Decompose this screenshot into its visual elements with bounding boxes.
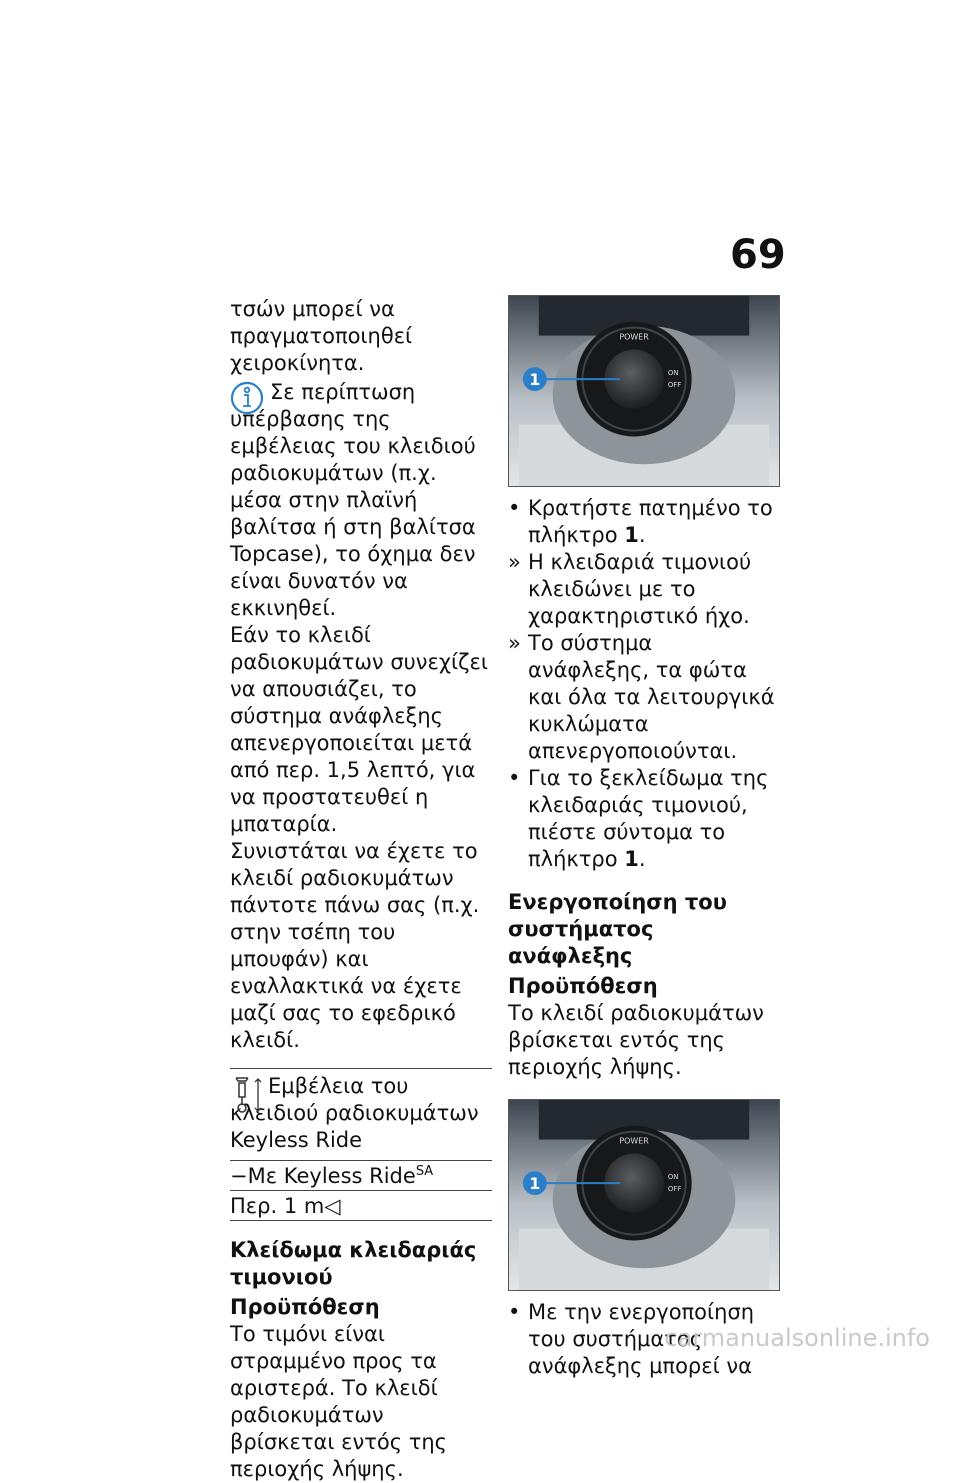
- step-press-button: • Κρατήστε πατημένο το πλήκτρο 1.: [508, 496, 773, 547]
- ignition-on-heading: Ενεργοποίηση του συστήματος ανάφλεξης: [508, 890, 727, 968]
- range-spec-table: [230, 1068, 492, 1221]
- power-button-photo-1: [508, 295, 780, 487]
- info-icon: [230, 381, 264, 415]
- steering-lock-precondition-text: Το τιμόνι είναι στραμμένο προς τα αριστερά. Το κλειδί ραδιοκυμάτων βρίσκεται εντός της περιοχής λήψης.: [230, 1322, 447, 1481]
- power-label-1: POWER: [619, 332, 649, 342]
- range-spec-value-row: [230, 1191, 492, 1221]
- off-label-1: OFF: [667, 381, 682, 390]
- step-result-off: » Το σύστημα ανάφλεξης, τα φώτα και όλα τα λειτουργικά κυκλώματα απενεργοποιούνται.: [508, 631, 775, 763]
- off-label-2: OFF: [667, 1185, 682, 1194]
- right-column: [508, 295, 780, 1380]
- battery-protection-text: Εάν το κλειδί ραδιοκυμάτων συνεχίζει να απουσιάζει, το σύστημα ανάφλεξης απενεργοποιείται μετά από περ. 1,5 λεπτό, για να προστατευθεί η μπαταρία.: [230, 623, 488, 836]
- info-note: [230, 379, 492, 622]
- intro-text: τσών μπορεί να πραγματοποιηθεί χειροκίνητα.: [230, 297, 413, 375]
- power-button-photo-2: [508, 1099, 780, 1291]
- info-note-text: Σε περίπτωση υπέρβασης της εμβέλειας του κλειδιού ραδιοκυμάτων (π.χ. μέσα στην πλαϊνή βαλίτσα ή στη βαλίτσα Topcase), το όχημα δεν είναι δυνατόν να εκκινηθεί.: [230, 380, 476, 620]
- range-spec-value: Περ. 1 m◁: [230, 1194, 341, 1218]
- callout-1-photo-1: 1: [529, 370, 541, 390]
- ignition-precondition-text: Το κλειδί ραδιοκυμάτων βρίσκεται εντός της περιοχής λήψης.: [508, 1001, 764, 1079]
- step-ignition-on: • Με την ενεργοποίηση του συστήματος ανάφλεξης μπορεί να: [508, 1300, 755, 1378]
- page-number: 69: [730, 232, 786, 278]
- radio-key-icon: [234, 1075, 264, 1115]
- on-label-2: ON: [667, 1173, 679, 1182]
- range-spec-condition-row: [230, 1161, 492, 1191]
- left-column: [230, 296, 492, 1483]
- steering-lock-heading: Κλείδωμα κλειδαριάς τιμονιού: [230, 1238, 477, 1289]
- steering-lock-precondition-heading: Προϋπόθεση: [230, 1295, 380, 1319]
- steering-lock-steps: [508, 495, 780, 873]
- ignition-precondition-heading: Προϋπόθεση: [508, 974, 658, 998]
- range-spec-title: Εμβέλεια του κλειδιού ραδιοκυμάτων Keyless Ride: [230, 1074, 479, 1152]
- step-unlock: • Για το ξεκλείδωμα της κλειδαριάς τιμονιού, πιέστε σύντομα το πλήκτρο 1.: [508, 766, 769, 871]
- step-result-lock: » Η κλειδαριά τιμονιού κλειδώνει με το χαρακτηριστικό ήχο.: [508, 550, 752, 628]
- special-equipment-mark: SA: [415, 1164, 434, 1179]
- watermark: carmanualsonline.info: [664, 1324, 930, 1352]
- on-label-1: ON: [667, 369, 679, 378]
- range-spec-condition: −Με Keyless Ride: [230, 1164, 416, 1188]
- power-label-2: POWER: [619, 1136, 649, 1146]
- range-spec-title-row: [230, 1069, 492, 1161]
- recommendation-text: Συνιστάται να έχετε το κλειδί ραδιοκυμάτων πάντοτε πάνω σας (π.χ. στην τσέπη του μπουφάν) και εναλλακτικά να έχετε μαζί σας το εφεδρικό κλειδί.: [230, 839, 480, 1052]
- callout-1-photo-2: 1: [529, 1174, 541, 1194]
